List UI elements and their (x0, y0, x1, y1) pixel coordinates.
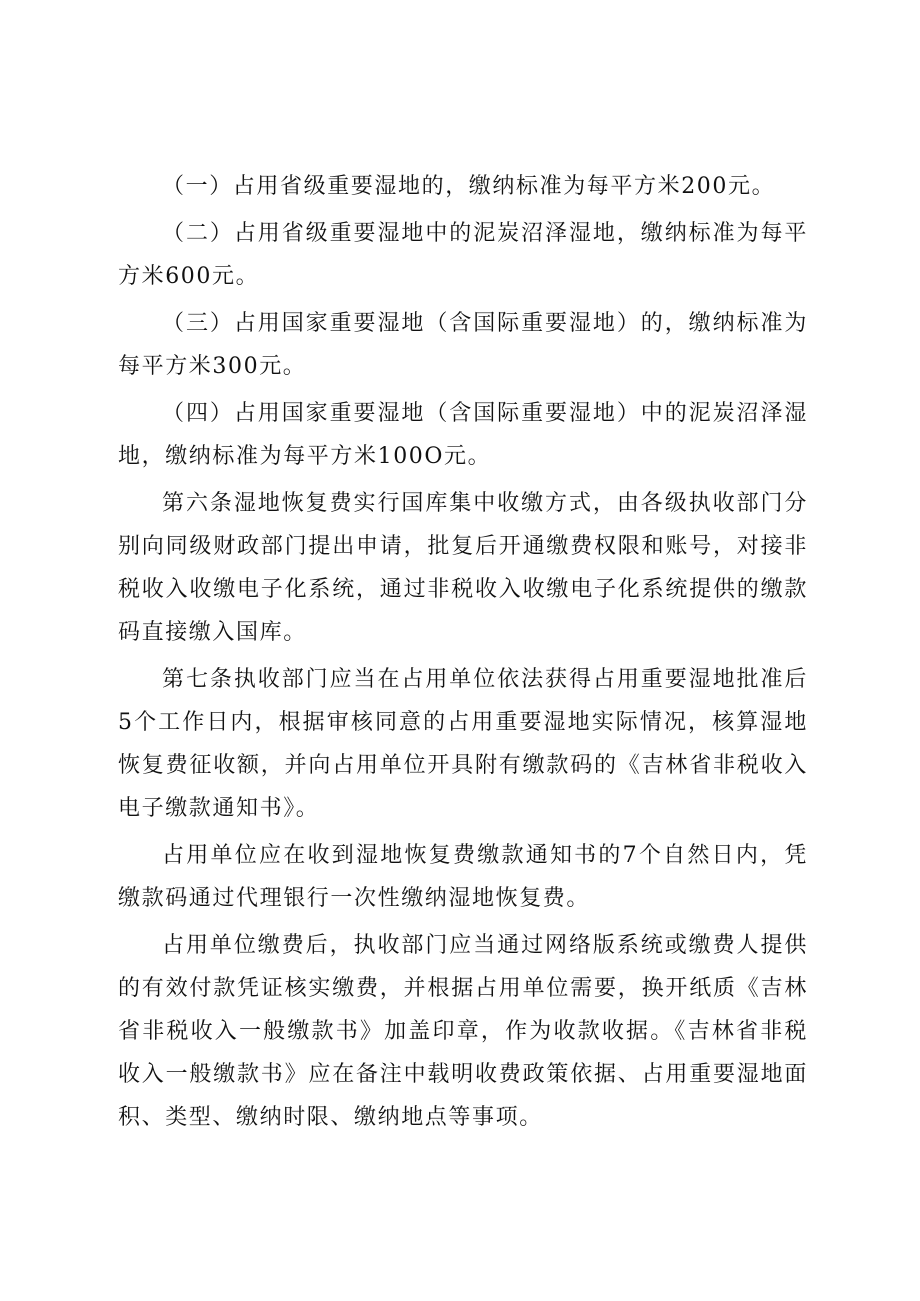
document-page (118, 165, 808, 1143)
article-6-paragraph: 第六条湿地恢复费实行国库集中收缴方式，由各级执收部门分别向同级财政部门提出申请，批复后开通缴费权限和账号，对接非税收入收缴电子化系统，通过非税收入收缴电子化系统提供的缴款码直接缴入国库。 (118, 491, 808, 645)
fee-standard-provincial-peat: （二）占用省级重要湿地中的泥炭沼泽湿地，缴纳标准为每平方米600元。 (118, 221, 808, 289)
article-7-paragraph: 第七条执收部门应当在占用单位依法获得占用重要湿地批准后5个工作日内，根据审核同意的占用重要湿地实际情况，核算湿地恢复费征收额，并向占用单位开具附有缴款码的《吉林省非税收入电子缴款通知书》。 (118, 667, 808, 821)
receipt-paragraph: 占用单位缴费后，执收部门应当通过网络版系统或缴费人提供的有效付款凭证核实缴费，并根据占用单位需要，换开纸质《吉林省非税收入一般缴款书》加盖印章，作为收款收据。《吉林省非税收入一般缴款书》应在备注中载明收费政策依据、占用重要湿地面积、类型、缴纳时限、缴纳地点等事项。 (118, 933, 808, 1130)
payment-deadline-paragraph: 占用单位应在收到湿地恢复费缴款通知书的7个自然日内，凭缴款码通过代理银行一次性缴纳湿地恢复费。 (118, 843, 808, 911)
fee-standard-national-peat: （四）占用国家重要湿地（含国际重要湿地）中的泥炭沼泽湿地，缴纳标准为每平方米100O元。 (118, 401, 808, 469)
fee-standard-provincial: （一）占用省级重要湿地的，缴纳标准为每平方米200元。 (162, 174, 776, 199)
fee-standard-national: （三）占用国家重要湿地（含国际重要湿地）的，缴纳标准为每平方米300元。 (118, 311, 808, 379)
